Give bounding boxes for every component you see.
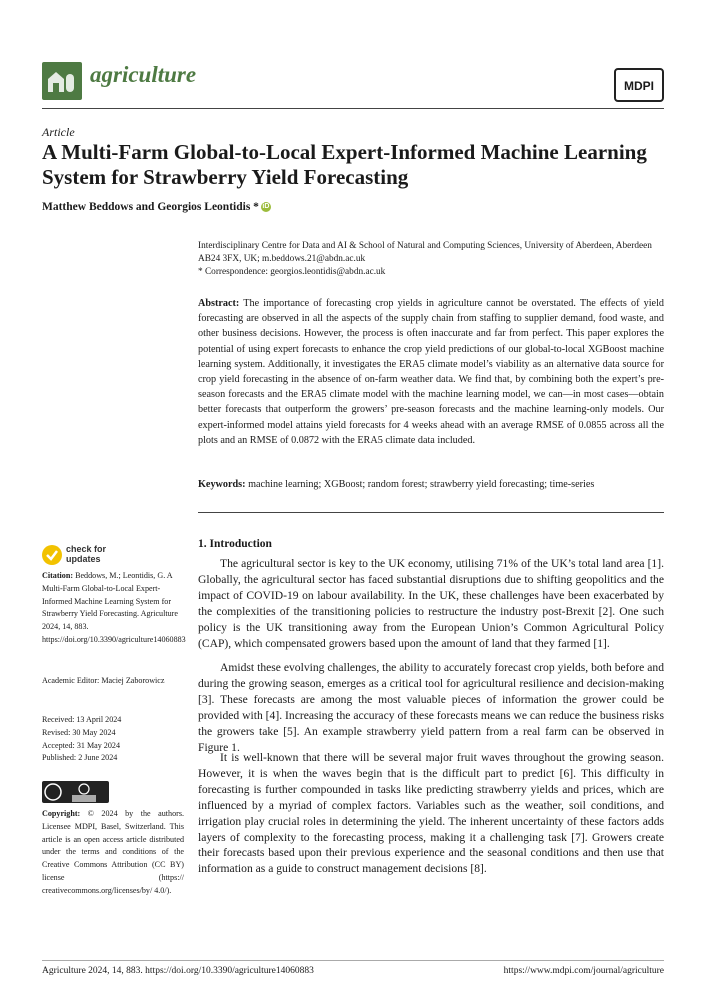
author-names: Matthew Beddows and Georgios Leontidis *	[42, 201, 259, 213]
citation-label: Citation:	[42, 571, 74, 580]
orcid-icon[interactable]: iD	[262, 203, 270, 211]
paragraph: The agricultural sector is key to the UK economy, utilising 71% of the UK’s total land area [1]. Globally, the agricultural sector has faced substantial disruptions due to shifting geopolitics and the impact of COVID-19 on labour availability. In the UK, these challenges have been exacerbated by the complexities of the transitioning policies to restructure the industry post-Brexit [2]. One such policy is the UK transitioning away from the European Union’s Common Agricultural Policy (CAP), which compensated growers based upon the amount of land that they farmed [1].	[198, 557, 664, 650]
abstract-text: The importance of forecasting crop yields in agriculture cannot be overstated. The effects of yield forecasting are observed in all the aspects of the supply chain from staffing to supplier demand, food waste, and other business decisions. However, the process is often inaccurate and far from perfect. This paper explores the potential of using expert forecasts to enhance the crop yield predictions of our global-to-local XGBoost machine learning system. Additionally, it investigates the ERA5 climate model’s viability as an alternative data source for crop yield forecasting in the absence of on-farm weather data. We find that, by combining both the expert’s pre-season forecasts and the ERA5 climate model with the machine learning model, we can—in most cases—obtain better forecasts that outperform the growers’ pre-season forecasts and the machine learning-only models. Our expert-informed model attains yield forecasts for 4 weeks ahead with an average RMSE of 0.0855 across all the plots and an RMSE of 0.0872 with the ERA5 climate data included.	[198, 298, 664, 446]
check-updates-line1: check for	[66, 544, 107, 554]
citation	[42, 570, 184, 647]
paragraph: Amidst these evolving challenges, the ability to accurately forecast crop yields, both before and during the growing season, emerges as a critical tool for agricultural resilience and decision-making [3]. These forecasts are among the most valuable pieces of information the grower could be provided with [4]. Increasing the accuracy of these forecasts means we can reduce the business risks the growers take [5]. An example strawberry yield pattern from a real farm can be observed in Figure 1.	[198, 661, 664, 754]
dates	[42, 714, 184, 765]
abstract-label: Abstract:	[198, 298, 240, 309]
journal-name[interactable]: agriculture	[90, 62, 197, 87]
header-divider	[42, 108, 664, 109]
copyright-label: Copyright:	[42, 809, 81, 818]
accepted-date: Accepted: 31 May 2024	[42, 740, 120, 750]
check-for-updates-button[interactable]	[66, 544, 106, 564]
mdpi-logo-text: MDPI	[624, 79, 654, 93]
copyright	[42, 808, 184, 898]
revised-date: Revised: 30 May 2024	[42, 727, 116, 737]
keywords-text: machine learning; XGBoost; random forest; strawberry yield forecasting; time-series	[248, 479, 595, 490]
received-date: Received: 13 April 2024	[42, 715, 122, 724]
footer-citation[interactable]: Agriculture 2024, 14, 883. https://doi.org/10.3390/agriculture14060883	[42, 966, 314, 976]
authors	[42, 201, 271, 213]
barn-icon	[42, 62, 82, 100]
affiliation: Interdisciplinary Centre for Data and AI & School of Natural and Computing Sciences, University of Aberdeen, Aberdeen AB24 3FX, UK; m.beddows.21@abdn.ac.uk	[198, 241, 652, 264]
mdpi-logo[interactable]	[614, 68, 664, 102]
footer-journal-url[interactable]: https://www.mdpi.com/journal/agriculture	[503, 966, 664, 976]
published-date: Published: 2 June 2024	[42, 753, 118, 763]
abstract	[198, 296, 664, 448]
cc-by-license-icon[interactable]	[42, 781, 109, 803]
paragraph: It is well-known that there will be several major fruit waves throughout the growing season. However, it is when the waves begin that is the difficult part to predict [6]. This difficulty in forecasting is further compounded in tasks like predicting strawberry yields and prices, which are influenced by a myriad of complex factors. Variables such as the weather, soil conditions, and irrigation play crucial roles in determining the yield. The inherent uncertainty of these factors adds layers of complexity to the forecasting process, making it a challenging task [7]. Growers create their forecasts based upon their previous experience and the seasonal conditions and then use that information as a guide to construct management decisions [8].	[198, 751, 664, 876]
citation-text: Beddows, M.; Leontidis, G. A Multi-Farm Global-to-Local Expert-Informed Machine Learning System for Strawberry Yield Forecasting. Agriculture 2024, 14, 883. https://doi.org/10.3390/agriculture14060883	[42, 571, 186, 644]
article-title: A Multi-Farm Global-to-Local Expert-Informed Machine Learning System for Strawberry Yield Forecasting	[42, 140, 647, 189]
keywords-label: Keywords:	[198, 479, 246, 490]
copyright-text: © 2024 by the authors. Licensee MDPI, Basel, Switzerland. This article is an open access article distributed under the terms and conditions of the Creative Commons Attribution (CC BY) license (https:// creativecommons.org/licenses/by/ 4.0/).	[42, 809, 185, 895]
footer-divider	[42, 960, 664, 961]
check-for-updates-icon[interactable]	[42, 545, 62, 565]
section-heading: 1. Introduction	[198, 538, 272, 550]
article-type: Article	[42, 125, 75, 139]
check-updates-line2: updates	[66, 554, 101, 564]
journal-logo	[42, 62, 82, 100]
abstract-divider	[198, 512, 664, 513]
correspondence: * Correspondence: georgios.leontidis@abdn.ac.uk	[198, 267, 386, 277]
keywords	[198, 479, 664, 490]
affiliation-block	[198, 240, 664, 279]
academic-editor: Academic Editor: Maciej Zaborowicz	[42, 676, 165, 685]
